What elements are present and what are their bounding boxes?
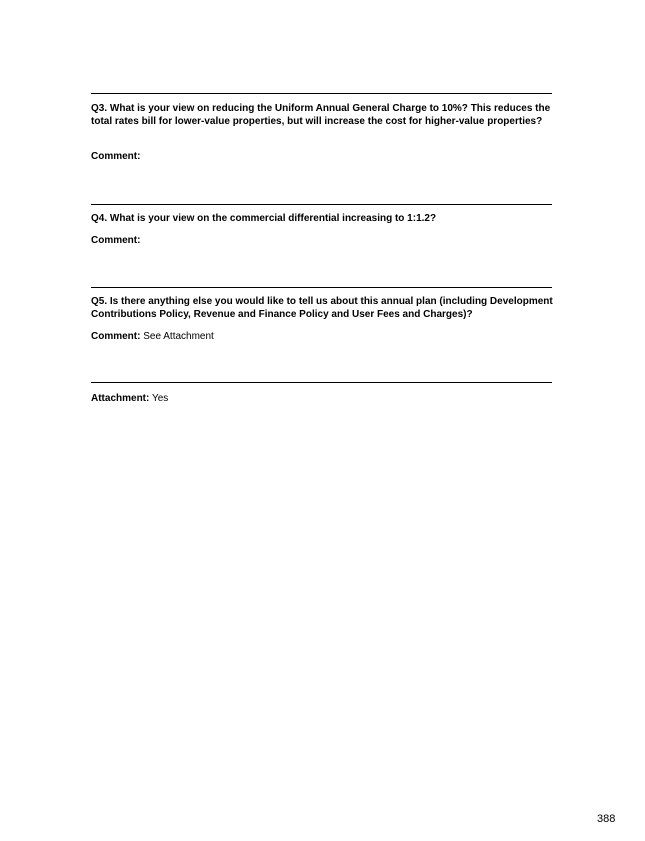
- attachment-value: Yes: [151, 393, 169, 404]
- comment-label: Comment:: [91, 331, 141, 342]
- comment-value: See Attachment: [143, 331, 214, 342]
- comment-label: Comment:: [91, 151, 141, 162]
- comment-q4: [91, 235, 140, 247]
- page-number: 388: [597, 813, 616, 825]
- question-q5: Q5. Is there anything else you would like to tell us about this annual plan (including Development Contributions Policy, Revenue and Finance Policy and User Fees and Charges)?: [91, 296, 553, 320]
- comment-label: Comment:: [91, 235, 141, 246]
- attachment-label: Attachment:: [91, 393, 150, 404]
- comment-q3: [91, 151, 140, 163]
- comment-q5: [91, 331, 214, 343]
- divider: [91, 204, 552, 205]
- divider: [91, 93, 552, 94]
- question-q4: Q4. What is your view on the commercial differential increasing to 1:1.2?: [91, 213, 437, 224]
- question-q3: Q3. What is your view on reducing the Uniform Annual General Charge to 10%? This reduces the total rates bill for lower-value properties, but will increase the cost for higher-value properties?: [91, 103, 551, 127]
- attachment-line: [91, 393, 168, 405]
- divider: [91, 382, 552, 383]
- divider: [91, 287, 552, 288]
